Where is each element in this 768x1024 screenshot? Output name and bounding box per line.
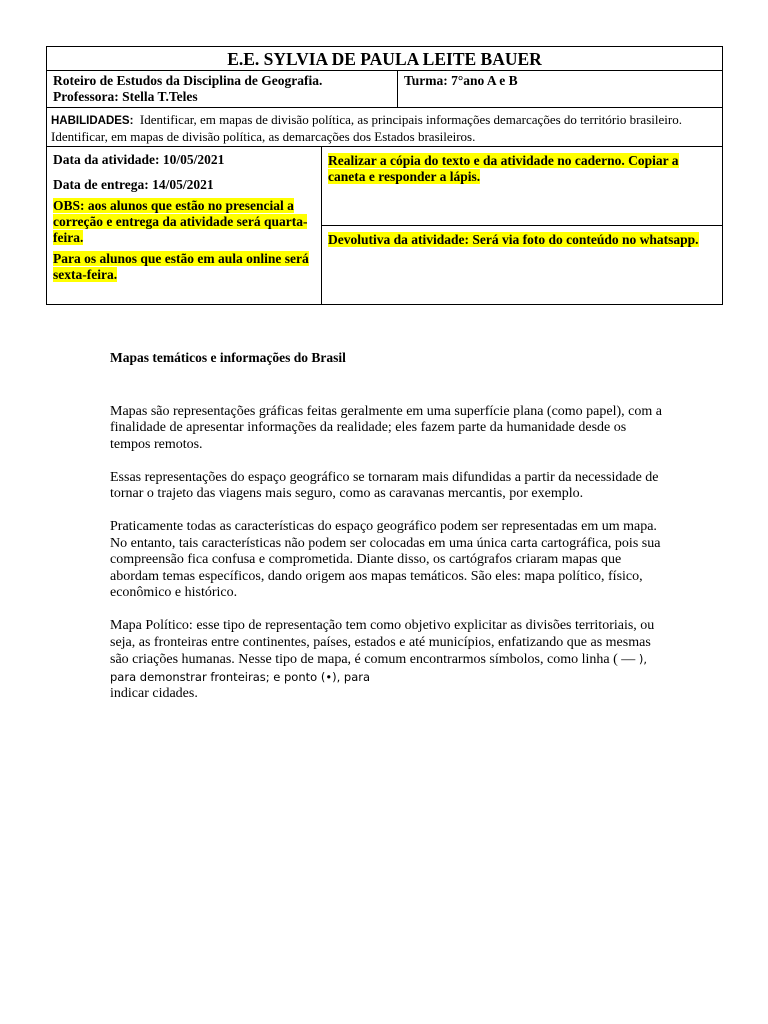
content-body <box>110 350 670 719</box>
course-info <box>47 71 398 108</box>
paragraph-2: Essas representações do espaço geográfico se tornaram mais difundidas a partir da necessidade de tornar o trajeto das viagens mais seguro, como as caravanas mercantis, por exemplo. <box>110 469 659 501</box>
paragraph-4-text-d: indicar cidades. <box>110 686 198 701</box>
habilidades-text: Identificar, em mapas de divisão política, as principais informações demarcações do território brasileiro. Identificar, em mapas de divisão política, as demarcações dos Estados brasileiros. <box>51 112 682 144</box>
habilidades-label: HABILIDADES: <box>51 115 134 127</box>
roteiro-text: Roteiro de Estudos da Disciplina de Geografia. <box>53 73 323 88</box>
paragraph-4-text-c: ), para <box>332 669 371 684</box>
activity-date: Data da atividade: 10/05/2021 <box>53 152 225 167</box>
devolutiva-cell <box>322 226 723 305</box>
paragraph-1: Mapas são representações gráficas feitas geralmente em uma superfície plana (como papel), com a finalidade de apresentar informações da realidade; eles fazem parte da humanidade desde os tempos remotos. <box>110 403 662 452</box>
obs-note: OBS: aos alunos que estão no presencial a correção e entrega da atividade será quarta-feira. <box>53 198 308 245</box>
content-title: Mapas temáticos e informações do Brasil <box>110 350 346 365</box>
paragraph-4 <box>110 618 670 703</box>
header-table <box>46 46 723 305</box>
professora-text: Professora: Stella T.Teles <box>53 89 198 104</box>
instructions-cell <box>322 147 723 226</box>
paragraph-3: Praticamente todas as características do espaço geográfico podem ser representadas em um mapa. No entanto, tais características não podem ser colocadas em uma única carta cartográfica, pois sua compreensão fica confusa e comprometida. Diante disso, os cartógrafos criaram mapas que abordam temas específicos, dando origem aos mapas temáticos. São eles: mapa político, físico, econômico e histórico. <box>110 519 661 600</box>
line-symbol: — <box>621 652 636 667</box>
school-name: E.E. SYLVIA DE PAULA LEITE BAUER <box>47 47 723 71</box>
copy-instructions: Realizar a cópia do texto e da atividade no caderno. Copiar a caneta e responder a lápis. <box>328 153 679 184</box>
online-note: Para os alunos que estão em aula online será sexta-feira. <box>53 251 309 282</box>
paragraph-4-text: Mapa Político: esse tipo de representação tem como objetivo explicitar as divisões territoriais, ou seja, as fronteiras entre continentes, países, estados e até municípios, enfatizando que as mesmas são criações humanas. Nesse tipo de mapa, é comum encontrarmos símbolos, como linha ( <box>110 618 655 667</box>
devolutiva-note: Devolutiva da atividade: Será via foto do conteúdo no whatsapp. <box>328 232 699 247</box>
habilidades-cell <box>47 108 723 147</box>
paragraph-4-text-b: ), para demonstrar fronteiras; e ponto ( <box>110 652 648 684</box>
delivery-date: Data de entrega: 14/05/2021 <box>53 177 214 192</box>
turma-text: Turma: 7°ano A e B <box>398 71 723 108</box>
dates-cell <box>47 147 322 305</box>
dot-symbol: • <box>325 669 333 684</box>
